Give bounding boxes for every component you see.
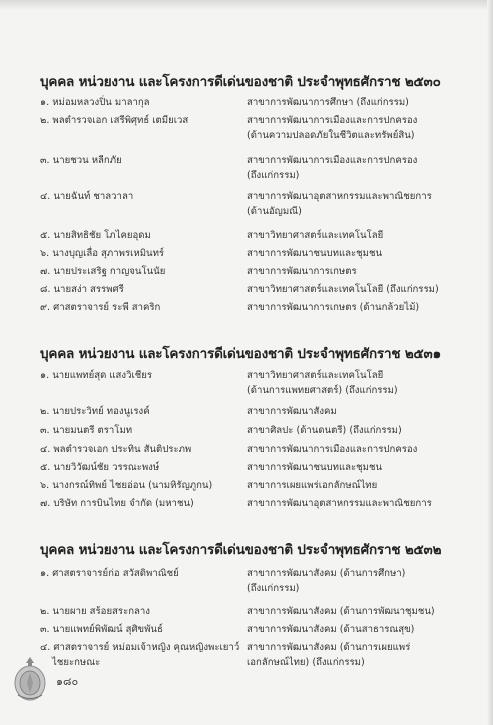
page-number: ๑๘๐ (56, 675, 79, 688)
section-title: บุคคล หน่วยงาน และโครงการดีเด่นของชาติ ประจำพุทธศักราช ๒๕๓๐ (40, 74, 441, 90)
person-name-continued: ไชยะกษณะ (52, 657, 101, 668)
person-name: ๕. นายสิทธิชัย โภไคยอุดม (40, 230, 151, 241)
award-branch: สาขาการพัฒนาการเมืองและการปกครอง (247, 155, 418, 166)
award-branch: สาขาศิลปะ (ด้านดนตรี) (ถึงแก่กรรม) (247, 425, 402, 436)
person-name: ๒. นายประวิทย์ ทองนูเรงค์ (40, 406, 150, 417)
page-edge (0, 0, 493, 10)
award-branch: สาขาการเผยแพร่เอกลักษณ์ไทย (247, 480, 378, 491)
person-name: ๗. นายประเสริฐ กาญจนโนนัย (40, 266, 166, 277)
section-title: บุคคล หน่วยงาน และโครงการดีเด่นของชาติ ประจำพุทธศักราช ๒๕๓๑ (40, 346, 441, 362)
person-name: ๖. นางบุญเลื่อ สุภาพรเหมินทร์ (40, 248, 165, 259)
award-branch: สาขาวิทยาศาสตร์และเทคโนโลยี (ถึงแก่กรรม) (247, 284, 439, 295)
award-branch: สาขาการพัฒนาสังคม (ด้านการพัฒนาชุมชน) (247, 606, 435, 617)
section-2532 (40, 538, 460, 560)
award-branch: สาขาการพัฒนาการศึกษา (ถึงแก่กรรม) (247, 97, 409, 108)
page-edge-shadow (487, 0, 493, 725)
royal-emblem-icon (12, 655, 48, 703)
award-branch-detail: เอกลักษณ์ไทย) (ถึงแก่กรรม) (247, 657, 365, 668)
award-branch: สาขาวิทยาศาสตร์และเทคโนโลยี (247, 370, 384, 381)
person-name: ๓. นายชวน หลีกภัย (40, 155, 122, 166)
award-branch: สาขาการพัฒนาการเมืองและการปกครอง (247, 444, 418, 455)
person-name: ๓. นายมนตรี ตราโมท (40, 425, 133, 436)
award-branch: สาขาการพัฒนาอุตสาหกรรมและพาณิชยการ (247, 191, 432, 202)
award-branch: สาขาการพัฒนาอุตสาหกรรมและพาณิชยการ (247, 498, 432, 509)
person-name: ๒. พลตำรวจเอก เสรีพิศุทธ์ เตมียเวส (40, 115, 189, 126)
award-branch: สาขาการพัฒนาการเกษตร (247, 266, 357, 277)
award-branch: สาขาการพัฒนาชนบทและชุมชน (247, 462, 383, 473)
person-name: ๗. บริษัท การบินไทย จำกัด (มหาชน) (40, 498, 194, 509)
award-branch: สาขาการพัฒนาสังคม (ด้านสาธารณสุข) (247, 624, 415, 635)
person-name: ๒. นายผาย สร้อยสระกลาง (40, 606, 150, 617)
award-branch: สาขาการพัฒนาสังคม (ด้านการเผยแพร่ (247, 642, 411, 653)
award-branch: สาขาการพัฒนาการเกษตร (ด้านกล้วยไม้) (247, 302, 420, 313)
section-2531 (40, 342, 460, 364)
award-branch-detail: (ด้านความปลอดภัยในชีวิตและทรัพย์สิน) (247, 130, 415, 141)
person-name: ๕. นายวิวัฒน์ชัย วรรณะพงษ์ (40, 462, 160, 473)
person-name: ๙. ศาสตราจารย์ ระพี สาคริก (40, 302, 161, 313)
award-branch: สาขาการพัฒนาการเมืองและการปกครอง (247, 115, 418, 126)
section-2530 (40, 70, 460, 92)
person-name: ๔. นายฉันท์ ชาลวาลา (40, 191, 134, 202)
award-branch: สาขาการพัฒนาชนบทและชุมชน (247, 248, 383, 259)
person-name: ๔. พลตำรวจเอก ประทิน สันติประภพ (40, 444, 192, 455)
person-name: ๔. ศาสตราจารย์ หม่อมเจ้าหญิง คุณหญิงพะเยาว์ (40, 642, 240, 653)
award-branch-detail: (ด้านการแพทยศาสตร์) (ถึงแก่กรรม) (247, 385, 398, 396)
person-name: ๓. นายแพทย์พิพัฒน์ สุศิขพันธ์ (40, 624, 163, 635)
person-name: ๑. หม่อมหลวงปิ่น มาลากุล (40, 97, 150, 108)
person-name: ๘. นายสง่า สรรพศรี (40, 284, 124, 295)
person-name: ๖. นางกรณ์ทิพย์ ไชยอ่อน (นามหิรัญภูกน) (40, 480, 213, 491)
award-branch-detail: (ถึงแก่กรรม) (247, 170, 300, 181)
award-branch: สาขาการพัฒนาสังคม (247, 406, 337, 417)
award-branch: สาขาการพัฒนาสังคม (ด้านการศึกษา) (247, 568, 406, 579)
person-name: ๑. นายแพทย์สุด แสงวิเชียร (40, 370, 153, 381)
award-branch-detail: (ด้านอัญมณี) (247, 206, 302, 217)
person-name: ๑. ศาสตราจารย์ก่อ สวัสดิพาณิชย์ (40, 568, 179, 579)
award-branch: สาขาวิทยาศาสตร์และเทคโนโลยี (247, 230, 384, 241)
section-title: บุคคล หน่วยงาน และโครงการดีเด่นของชาติ ประจำพุทธศักราช ๒๕๓๒ (40, 542, 442, 558)
award-branch-detail: (ถึงแก่กรรม) (247, 583, 300, 594)
